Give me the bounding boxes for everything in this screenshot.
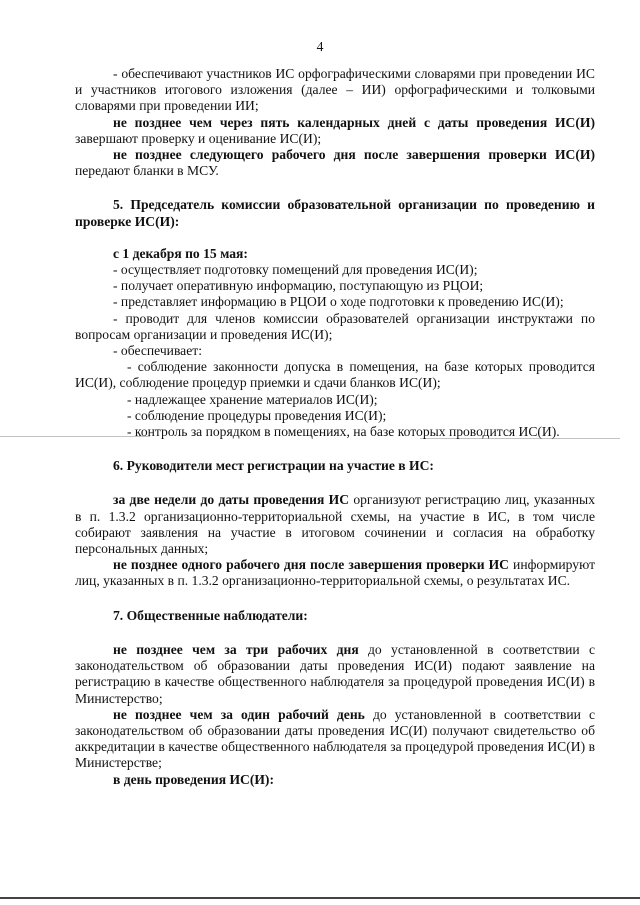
section-5-period: с 1 декабря по 15 мая:	[113, 245, 248, 261]
list-item: - получает оперативную информацию, поступающую из РЦОИ;	[113, 278, 484, 294]
deadline-text: завершают проверку и оценивание ИС(И);	[75, 130, 322, 146]
list-item: - обеспечивает:	[113, 343, 202, 359]
deadline-bold: не позднее чем через пять календарных дней с даты проведения ИС(И)	[113, 114, 595, 130]
deadline-bold: не позднее чем за три рабочих дня	[113, 641, 359, 657]
sub-list-item: - соблюдение процедуры проведения ИС(И);	[127, 407, 387, 423]
section-5-heading: 5. Председатель комиссии образовательной организации по проведению и проверке ИС(И):	[75, 197, 595, 229]
deadline-bold: не позднее следующего рабочего дня после завершения проверки ИС(И)	[113, 147, 595, 163]
page-number: 4	[316, 39, 324, 54]
paragraph-exam-day	[75, 772, 595, 788]
deadline-bold: в день проведения ИС(И):	[113, 771, 274, 787]
paragraph-deadline-check	[75, 115, 595, 147]
paragraph-dictionaries: - обеспечивают участников ИС орфографическими словарями при проведении ИС и участников итогового изложения (далее – ИИ) орфографическими и толковыми словарями при проведении ИИ;	[75, 66, 595, 114]
deadline-bold: не позднее одного рабочего дня после завершения проверки ИС	[113, 557, 510, 573]
section-7-heading: 7. Общественные наблюдатели:	[113, 607, 308, 623]
paragraph-observer-application	[75, 642, 595, 707]
paragraph-observer-certificate	[75, 707, 595, 772]
sub-list-item: - соблюдение законности допуска в помещения, на базе которых проводится ИС(И), соблюдение процедур приемки и сдачи бланков ИС(И);	[75, 359, 595, 391]
deadline-text: до установленной в соответствии с законодательством об образовании даты проведения ИС(И) получают свидетельство об аккредитации в качестве общественного наблюдателя за процедурой проведения ИС(И) в Министерстве;	[75, 706, 595, 771]
deadline-text: до установленной в соответствии с законодательством об образовании даты проведения ИС(И) подают заявление на регистрацию в качестве общественного наблюдателя за процедурой проведения ИС(И) в Министерство;	[75, 641, 595, 706]
deadline-text: информируют лиц, указанных в п. 1.3.2 организационно-территориальной схемы, о результатах ИС.	[75, 557, 596, 589]
deadline-bold: за две недели до даты проведения ИС	[113, 492, 350, 508]
section-6-heading: 6. Руководители мест регистрации на участие в ИС:	[113, 458, 434, 474]
paragraph-inform-results	[75, 557, 595, 589]
sub-list-item: - контроль за порядком в помещениях, на базе которых проводится ИС(И).	[127, 424, 560, 440]
deadline-bold: не позднее чем за один рабочий день	[113, 706, 365, 722]
paragraph-deadline-forms	[75, 147, 595, 179]
paragraph-registration	[75, 492, 595, 557]
list-item: - осуществляет подготовку помещений для проведения ИС(И);	[113, 262, 478, 278]
list-item: - представляет информацию в РЦОИ о ходе подготовки к проведению ИС(И);	[113, 294, 564, 310]
sub-list-item: - надлежащее хранение материалов ИС(И);	[127, 391, 378, 407]
page-bottom-edge	[0, 897, 640, 899]
deadline-text: организуют регистрацию лиц, указанных в п. 1.3.2 организационно-территориальной схемы, на участие в ИС, в том числе собирают заявления на участие в итоговом сочинении и согласия на обработку персональных данных;	[75, 492, 595, 557]
list-item: - проводит для членов комиссии образователей организации инструктажи по вопросам организации и проведения ИС(И);	[75, 310, 595, 342]
deadline-text: передают бланки в МСУ.	[75, 163, 219, 179]
document-body	[75, 66, 595, 788]
